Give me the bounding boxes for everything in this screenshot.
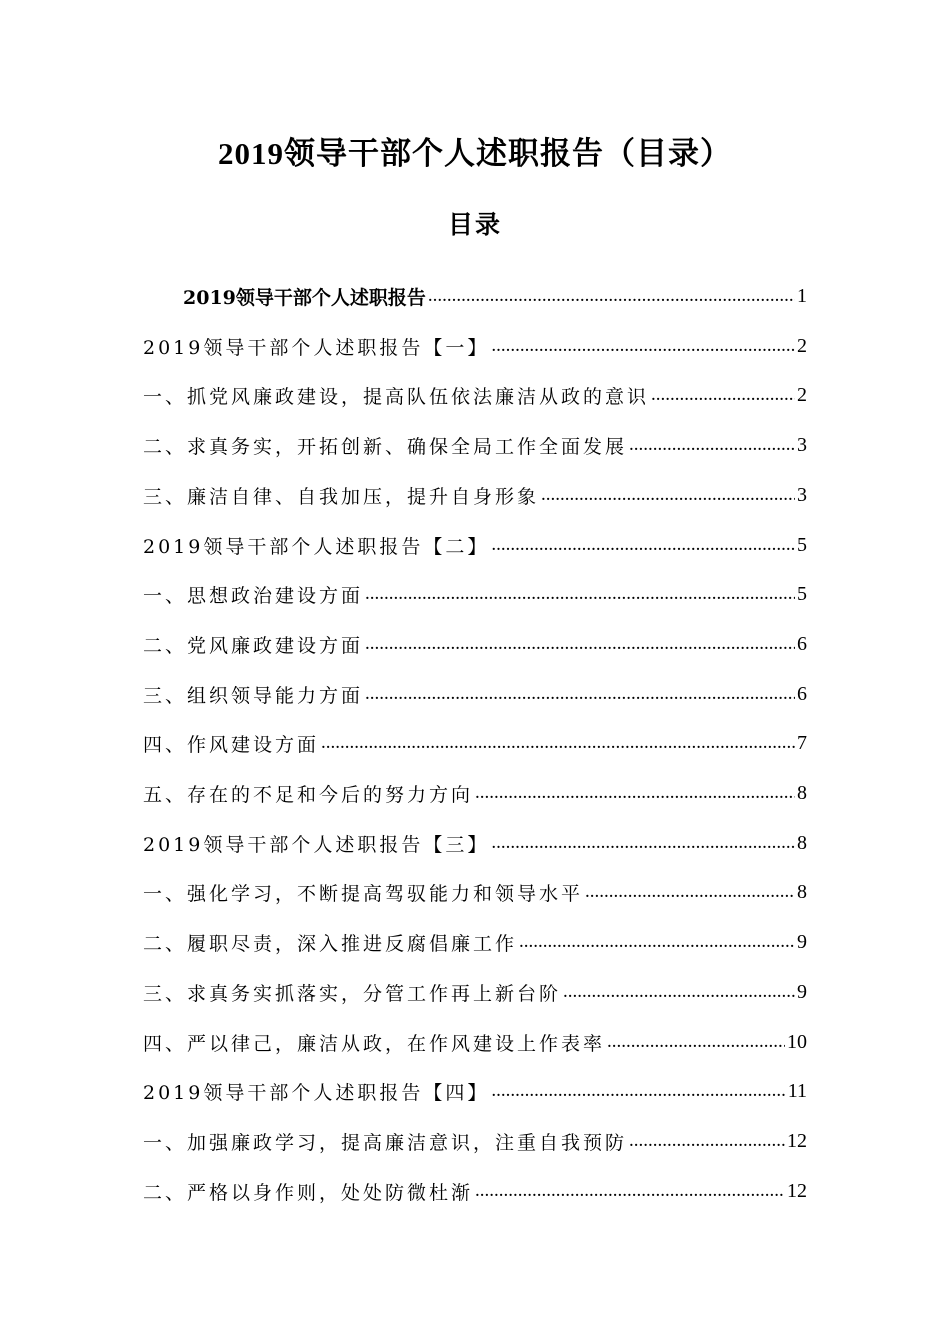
toc-entry-label: 二、求真务实，开拓创新、确保全局工作全面发展: [143, 435, 628, 458]
toc-page-number: 5: [797, 533, 807, 556]
toc-entry-label: 2019领导干部个人述职报告【二】: [143, 535, 490, 558]
toc-page-number: 11: [787, 1079, 807, 1102]
toc-dot-leader: [541, 485, 795, 505]
toc-dot-leader: [491, 336, 795, 356]
toc-heading: 目录: [447, 210, 502, 239]
toc-entry-label: 三、求真务实抓落实，分管工作再上新台阶: [143, 982, 562, 1005]
toc-page-number: 9: [797, 980, 807, 1003]
toc-entry-label: 一、强化学习，不断提高驾驭能力和领导水平: [143, 882, 584, 905]
toc-dot-leader: [365, 634, 795, 654]
toc-entry[interactable]: [143, 773, 807, 813]
toc-entry[interactable]: [143, 723, 807, 763]
toc-page-number: 2: [797, 334, 807, 357]
toc-dot-leader: [629, 435, 795, 455]
toc-page-number: 8: [797, 831, 807, 854]
toc-dot-leader: [607, 1032, 785, 1052]
toc-dot-leader: [519, 932, 795, 952]
toc-dot-leader: [629, 1131, 785, 1151]
toc-entry-label: 二、严格以身作则，处处防微杜渐: [143, 1181, 474, 1204]
toc-entry[interactable]: [143, 823, 807, 863]
toc-entry-label: 四、作风建设方面: [143, 733, 320, 756]
toc-page-number: 6: [797, 682, 807, 705]
toc-entry[interactable]: [183, 276, 807, 316]
toc-entry[interactable]: [143, 674, 807, 714]
toc-entry[interactable]: [143, 1121, 807, 1161]
toc-entry[interactable]: [143, 475, 807, 515]
toc-page-number: 10: [787, 1030, 807, 1053]
toc-entry[interactable]: [143, 525, 807, 565]
toc-entry[interactable]: [143, 326, 807, 366]
toc-entry-label: 2019领导干部个人述职报告: [183, 286, 426, 309]
toc-entry-label: 2019领导干部个人述职报告【三】: [143, 833, 490, 856]
toc-entry-label: 一、抓党风廉政建设，提高队伍依法廉洁从政的意识: [143, 385, 650, 408]
toc-entry-label: 二、党风廉政建设方面: [143, 634, 364, 657]
toc-entry-label: 一、加强廉政学习，提高廉洁意识，注重自我预防: [143, 1131, 628, 1154]
document-title: 2019领导干部个人述职报告（目录）: [218, 136, 732, 171]
toc-entry[interactable]: [143, 872, 807, 912]
toc-entry-label: 2019领导干部个人述职报告【一】: [143, 336, 490, 359]
toc-dot-leader: [651, 385, 795, 405]
toc-entry[interactable]: [143, 375, 807, 415]
toc-page-number: 8: [797, 781, 807, 804]
toc-dot-leader: [491, 1081, 785, 1101]
toc-entry[interactable]: [143, 624, 807, 664]
toc-dot-leader: [585, 882, 795, 902]
toc-entry[interactable]: [143, 425, 807, 465]
toc-page-number: 3: [797, 433, 807, 456]
toc-page-number: 2: [797, 383, 807, 406]
toc-dot-leader: [491, 535, 795, 555]
toc-page-number: 8: [797, 880, 807, 903]
toc-page-number: 3: [797, 483, 807, 506]
toc-page-number: 9: [797, 930, 807, 953]
toc-page-number: 7: [797, 731, 807, 754]
toc-entry-label: 三、廉洁自律、自我加压，提升自身形象: [143, 485, 540, 508]
toc-page-number: 12: [787, 1179, 807, 1202]
toc-entry[interactable]: [143, 1022, 807, 1062]
toc-entry-label: 五、存在的不足和今后的努力方向: [143, 783, 474, 806]
toc-entry[interactable]: [143, 574, 807, 614]
toc-dot-leader: [365, 584, 795, 604]
toc-dot-leader: [475, 783, 795, 803]
toc-page-number: 5: [797, 582, 807, 605]
toc-dot-leader: [475, 1181, 785, 1201]
toc-page-number: 12: [787, 1129, 807, 1152]
toc-entry-label: 四、严以律己，廉洁从政，在作风建设上作表率: [143, 1032, 606, 1055]
toc-entry[interactable]: [143, 1071, 807, 1111]
toc-entry-label: 二、履职尽责，深入推进反腐倡廉工作: [143, 932, 518, 955]
toc-dot-leader: [321, 733, 795, 753]
toc-entry[interactable]: [143, 972, 807, 1012]
toc-entry-label: 2019领导干部个人述职报告【四】: [143, 1081, 490, 1104]
toc-dot-leader: [365, 684, 795, 704]
toc-entry[interactable]: [143, 922, 807, 962]
toc-dot-leader: [491, 833, 795, 853]
toc-dot-leader: [428, 286, 795, 306]
toc-entry-label: 三、组织领导能力方面: [143, 684, 364, 707]
toc-page-number: 6: [797, 632, 807, 655]
toc-entry[interactable]: [143, 1171, 807, 1211]
toc-dot-leader: [563, 982, 795, 1002]
toc-entry-label: 一、思想政治建设方面: [143, 584, 364, 607]
toc-page-number: 1: [797, 284, 807, 307]
